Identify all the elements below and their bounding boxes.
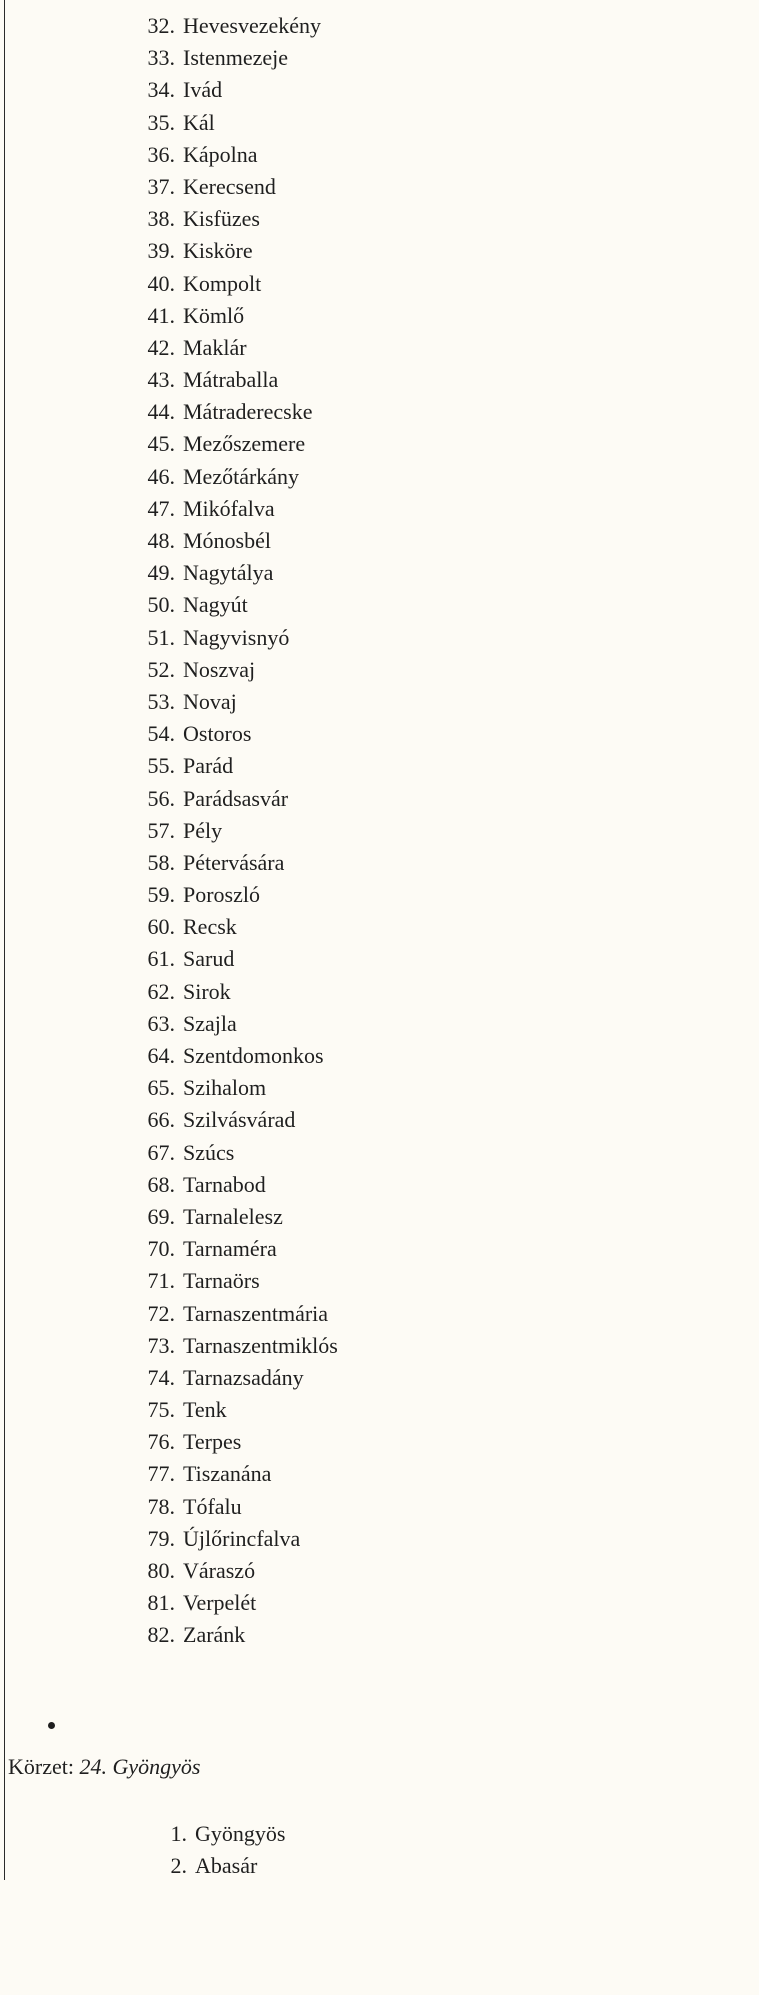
item-name: Tarnazsadány — [183, 1364, 304, 1390]
item-name: Novaj — [183, 688, 237, 714]
item-name: Kál — [183, 109, 215, 135]
item-number: 78. — [147, 1493, 175, 1519]
item-number: 44. — [147, 399, 175, 425]
item-number: 66. — [147, 1107, 175, 1133]
item-number: 58. — [147, 849, 175, 875]
item-number: 37. — [147, 173, 175, 199]
item-name: Nagyvisnyó — [183, 624, 290, 650]
list-item — [0, 654, 338, 686]
list-item — [0, 139, 338, 171]
district-name: 24. Gyöngyös — [79, 1754, 201, 1779]
list-item — [0, 1523, 338, 1555]
list-item — [0, 1298, 338, 1330]
item-name: Szilvásvárad — [183, 1107, 296, 1133]
item-name: Mónosbél — [183, 528, 271, 553]
list-item — [0, 718, 338, 750]
list-item — [0, 847, 338, 879]
list-item — [0, 42, 338, 74]
list-item — [0, 1818, 285, 1850]
item-number: 73. — [147, 1332, 175, 1358]
item-number: 57. — [147, 817, 175, 843]
list-item — [0, 1330, 338, 1362]
bullet-icon — [48, 1722, 55, 1729]
item-number: 81. — [147, 1590, 175, 1616]
item-name: Tiszanána — [183, 1461, 272, 1487]
list-item — [0, 943, 338, 975]
item-number: 65. — [147, 1075, 175, 1101]
list-item — [0, 1137, 338, 1169]
item-number: 60. — [147, 914, 175, 940]
list-item — [0, 461, 338, 493]
list-item — [0, 268, 338, 300]
item-name: Mezőszemere — [183, 431, 306, 457]
item-name: Szúcs — [183, 1139, 235, 1165]
item-number: 71. — [147, 1268, 175, 1294]
item-number: 33. — [147, 45, 175, 71]
item-name: Sarud — [183, 946, 235, 972]
item-name: Abasár — [195, 1853, 258, 1878]
item-name: Szihalom — [183, 1075, 267, 1101]
list-item — [0, 686, 338, 718]
item-number: 38. — [147, 206, 175, 232]
item-name: Parád — [183, 753, 234, 779]
list-item — [0, 203, 338, 235]
item-number: 82. — [147, 1622, 175, 1648]
item-name: Tarnaörs — [183, 1268, 260, 1294]
list-item — [0, 300, 338, 332]
item-number: 49. — [147, 560, 175, 586]
list-item — [0, 976, 338, 1008]
item-number: 2. — [170, 1853, 187, 1878]
list-item — [0, 171, 338, 203]
list-item — [0, 396, 338, 428]
item-name: Tarnaszentmária — [183, 1300, 329, 1326]
list-item — [0, 783, 338, 815]
list-item — [0, 1008, 338, 1040]
list-item — [0, 750, 338, 782]
item-name: Pétervására — [183, 849, 285, 875]
item-name: Kisfüzes — [183, 206, 260, 232]
item-number: 72. — [147, 1300, 175, 1326]
list-item — [0, 1587, 338, 1619]
item-number: 48. — [147, 528, 175, 553]
item-name: Nagyút — [183, 592, 248, 618]
item-number: 80. — [147, 1558, 175, 1583]
item-name: Maklár — [183, 334, 247, 360]
item-number: 43. — [147, 367, 175, 393]
item-name: Recsk — [183, 914, 237, 940]
item-number: 36. — [147, 141, 175, 167]
item-name: Szajla — [183, 1010, 237, 1036]
list-item — [0, 557, 338, 589]
item-name: Verpelét — [183, 1590, 257, 1616]
list-item — [0, 107, 338, 139]
list-item — [0, 1104, 338, 1136]
list-item — [0, 622, 338, 654]
item-name: Ostoros — [183, 721, 252, 747]
item-number: 53. — [147, 688, 175, 714]
item-number: 64. — [147, 1043, 175, 1068]
item-number: 32. — [147, 13, 175, 38]
item-name: Noszvaj — [183, 656, 256, 682]
item-number: 59. — [147, 882, 175, 908]
item-name: Pély — [183, 817, 223, 843]
item-name: Mátraderecske — [183, 399, 313, 425]
item-name: Kisköre — [183, 238, 253, 264]
item-name: Tenk — [183, 1397, 227, 1423]
item-number: 55. — [147, 753, 175, 779]
item-name: Parádsasvár — [183, 785, 289, 811]
item-number: 40. — [147, 270, 175, 296]
item-number: 51. — [147, 624, 175, 650]
district-settlement-list — [0, 1818, 285, 1882]
item-name: Hevesvezekény — [183, 13, 322, 38]
item-name: Kompolt — [183, 270, 262, 296]
item-number: 52. — [147, 656, 175, 682]
item-name: Nagytálya — [183, 560, 274, 586]
district-heading — [8, 1752, 200, 1782]
item-number: 70. — [147, 1236, 175, 1262]
item-name: Poroszló — [183, 882, 260, 908]
item-number: 67. — [147, 1139, 175, 1165]
item-number: 34. — [147, 77, 175, 103]
item-number: 76. — [147, 1429, 175, 1455]
item-name: Szentdomonkos — [183, 1043, 324, 1068]
item-number: 68. — [147, 1171, 175, 1197]
list-item — [0, 1491, 338, 1523]
list-item — [0, 1850, 285, 1882]
item-number: 35. — [147, 109, 175, 135]
list-item — [0, 1619, 338, 1651]
item-number: 75. — [147, 1397, 175, 1423]
item-name: Zaránk — [183, 1622, 246, 1648]
item-number: 46. — [147, 463, 175, 489]
district-label: Körzet: — [8, 1754, 74, 1779]
list-item — [0, 1458, 338, 1490]
item-name: Kömlő — [183, 302, 245, 328]
list-item — [0, 332, 338, 364]
list-item — [0, 589, 338, 621]
list-item — [0, 879, 338, 911]
list-item — [0, 1362, 338, 1394]
item-number: 79. — [147, 1525, 175, 1551]
list-item — [0, 1426, 338, 1458]
list-item — [0, 364, 338, 396]
item-number: 50. — [147, 592, 175, 618]
item-number: 74. — [147, 1364, 175, 1390]
item-number: 45. — [147, 431, 175, 457]
list-item — [0, 525, 338, 557]
list-item — [0, 1072, 338, 1104]
item-name: Tarnalelesz — [183, 1203, 283, 1229]
item-number: 63. — [147, 1010, 175, 1036]
list-item — [0, 815, 338, 847]
list-item — [0, 1555, 338, 1587]
item-name: Tarnabod — [183, 1171, 266, 1197]
item-name: Váraszó — [183, 1558, 256, 1583]
list-item — [0, 10, 338, 42]
item-name: Mikófalva — [183, 495, 275, 521]
list-item — [0, 235, 338, 267]
item-number: 56. — [147, 785, 175, 811]
settlement-list — [0, 10, 338, 1652]
item-number: 62. — [147, 978, 175, 1004]
list-item — [0, 1169, 338, 1201]
list-item — [0, 1394, 338, 1426]
list-item — [0, 493, 338, 525]
item-name: Tarnaméra — [183, 1236, 277, 1262]
item-name: Istenmezeje — [183, 45, 289, 71]
item-number: 77. — [147, 1461, 175, 1487]
item-name: Ivád — [183, 77, 223, 103]
list-item — [0, 1040, 338, 1072]
item-name: Újlőrincfalva — [183, 1525, 301, 1551]
item-number: 42. — [147, 334, 175, 360]
list-item — [0, 428, 338, 460]
list-item — [0, 74, 338, 106]
list-item — [0, 1233, 338, 1265]
list-item — [0, 1201, 338, 1233]
item-number: 1. — [170, 1821, 187, 1846]
item-number: 69. — [147, 1203, 175, 1229]
item-number: 47. — [147, 495, 175, 521]
item-number: 41. — [147, 302, 175, 328]
item-name: Terpes — [183, 1429, 242, 1455]
item-name: Kerecsend — [183, 173, 276, 199]
item-number: 39. — [147, 238, 175, 264]
item-name: Sirok — [183, 978, 231, 1004]
item-number: 54. — [147, 721, 175, 747]
item-name: Tófalu — [183, 1493, 242, 1519]
item-name: Mátraballa — [183, 367, 279, 393]
item-name: Mezőtárkány — [183, 463, 300, 489]
item-name: Kápolna — [183, 141, 258, 167]
list-item — [0, 1265, 338, 1297]
list-item — [0, 911, 338, 943]
item-number: 61. — [147, 946, 175, 972]
item-name: Tarnaszentmiklós — [183, 1332, 338, 1358]
item-name: Gyöngyös — [195, 1821, 286, 1846]
